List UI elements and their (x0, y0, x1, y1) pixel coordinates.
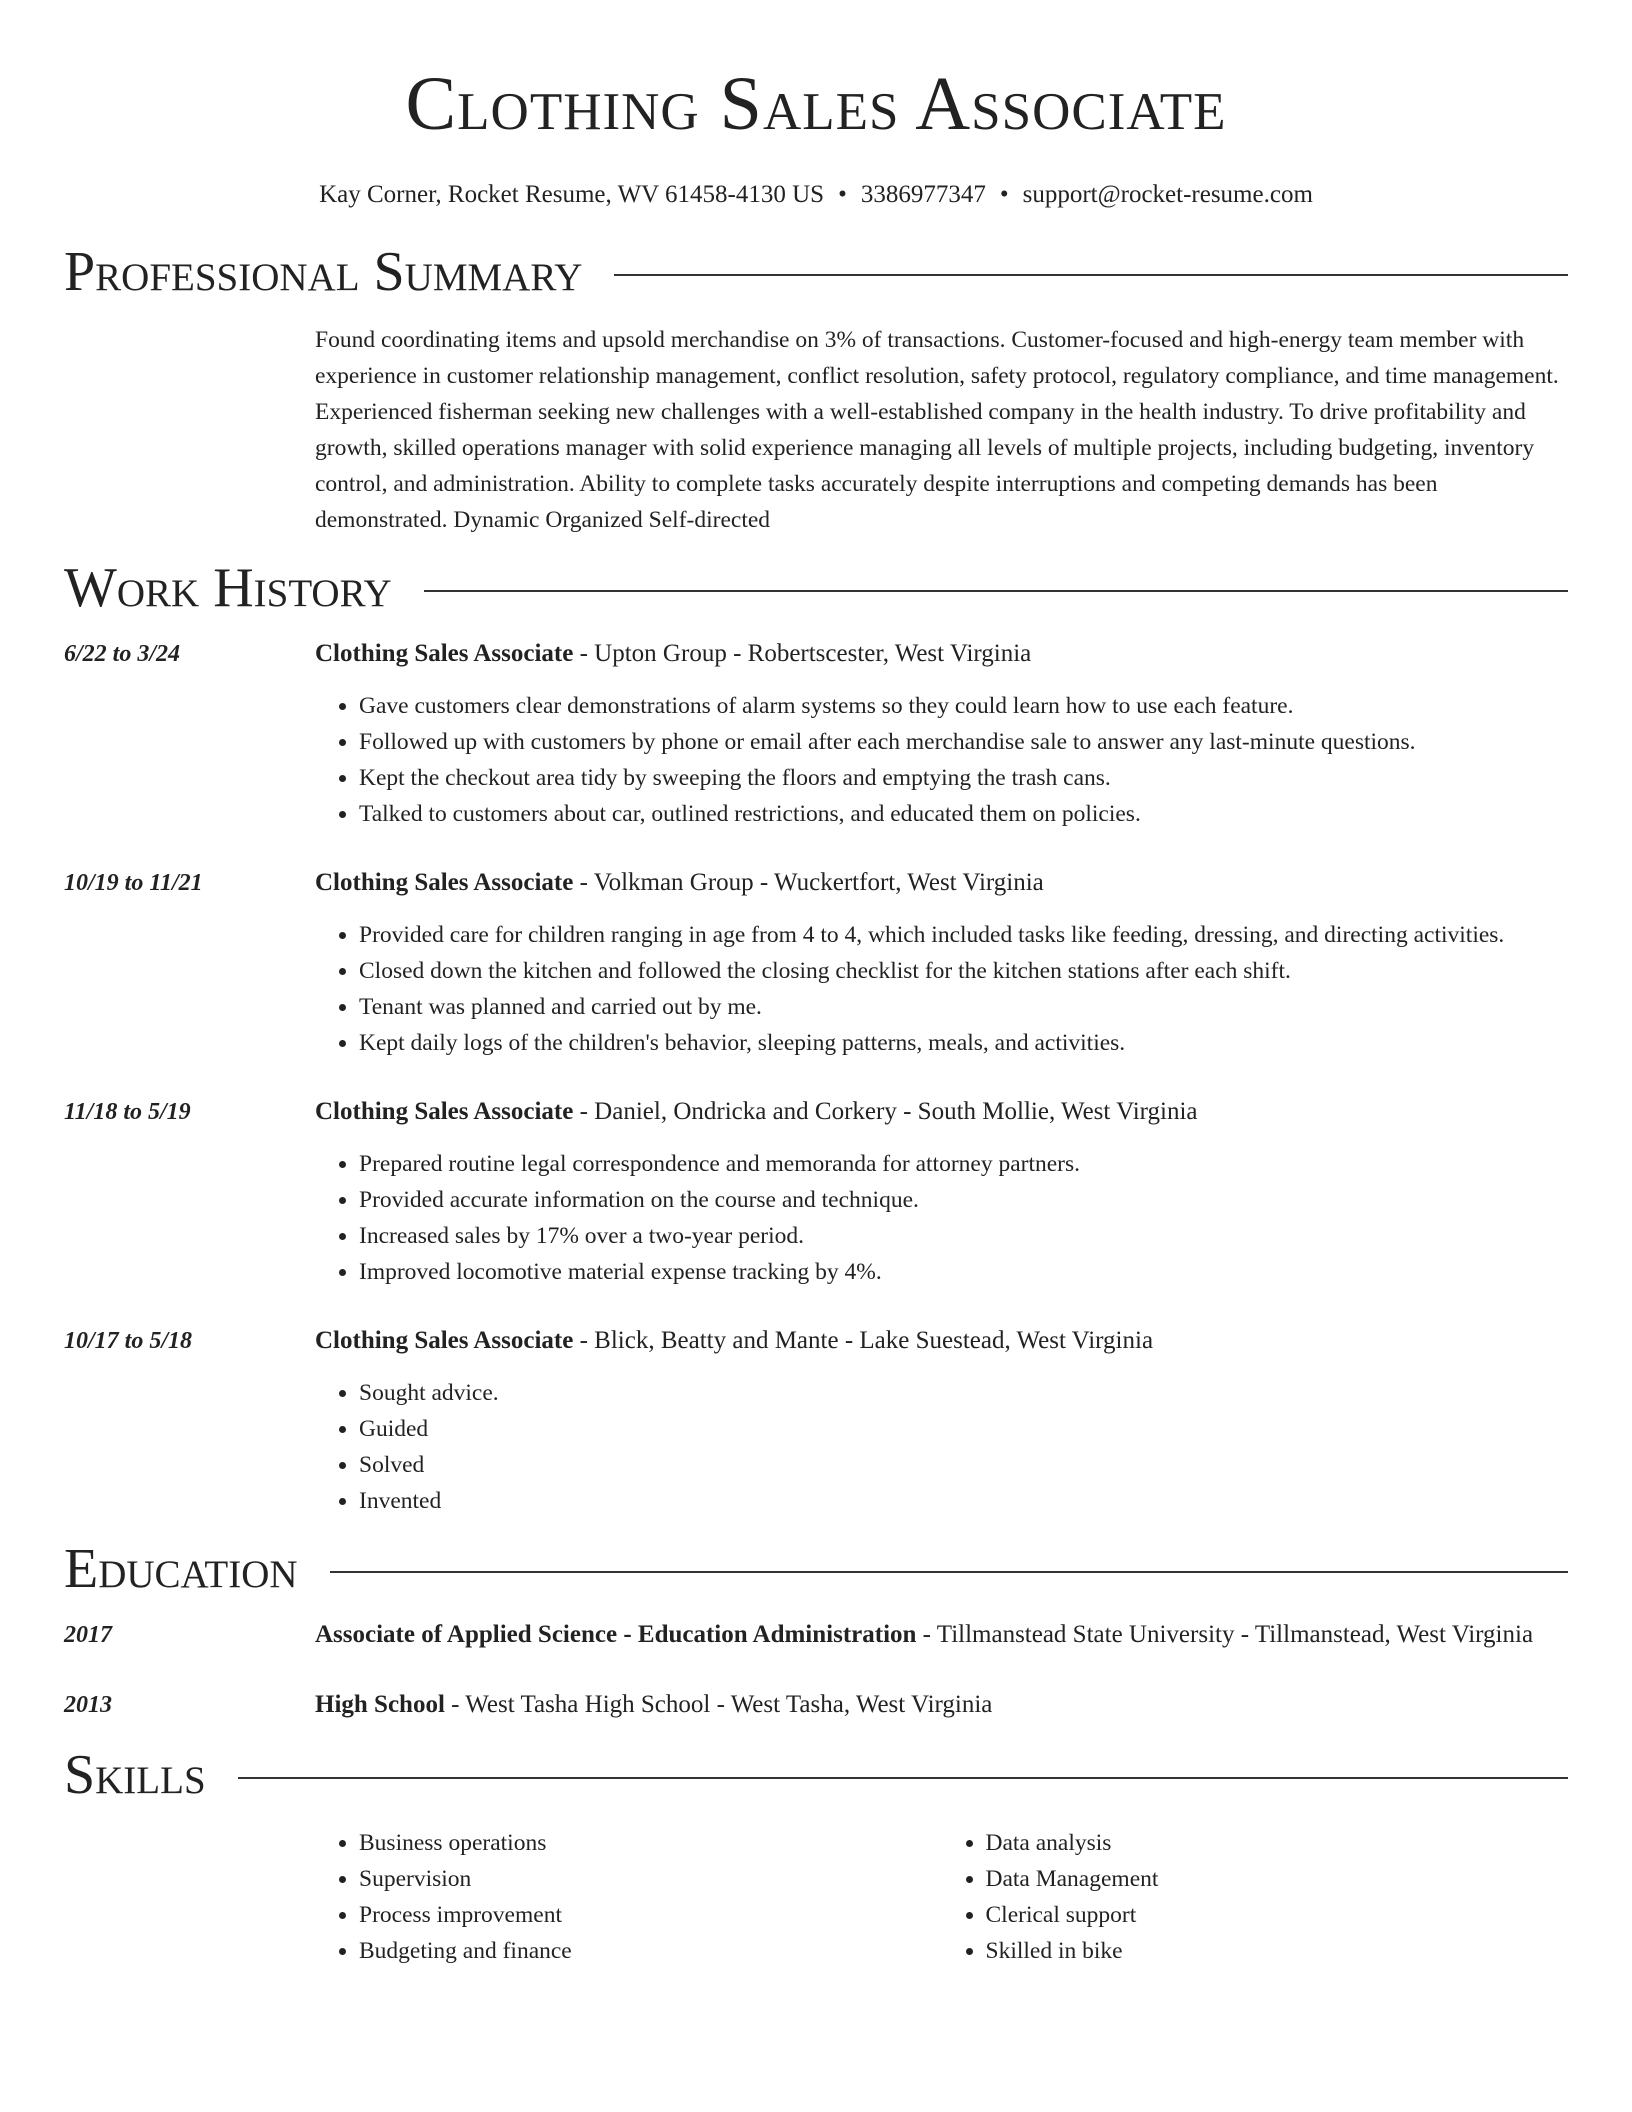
job-headline (315, 1321, 1568, 1361)
skill-item: • Clerical support (986, 1897, 1569, 1933)
section-divider (330, 1571, 1568, 1573)
section-divider (424, 590, 1568, 592)
job-bullet: • Kept the checkout area tidy by sweeping the floors and emptying the trash cans. (359, 760, 1568, 796)
summary-heading: Professional Summary (64, 241, 583, 303)
job-details: - Daniel, Ondricka and Corkery - South Mollie, West Virginia (573, 1098, 1198, 1125)
work-section-header (64, 556, 1568, 620)
contact-separator: • (999, 181, 1009, 208)
contact-line (64, 180, 1568, 210)
contact-email: support@rocket-resume.com (1022, 181, 1313, 208)
job-headline (315, 634, 1568, 674)
job-body (315, 634, 1568, 832)
section-divider (238, 1777, 1568, 1779)
job-bullet: • Invented (359, 1483, 1568, 1519)
job-bullets (315, 688, 1568, 832)
skill-item: • Data analysis (986, 1825, 1569, 1861)
job-bullets (315, 917, 1568, 1061)
job-entry (64, 1321, 1568, 1519)
job-dates: 10/19 to 11/21 (64, 870, 203, 896)
job-bullet: • Increased sales by 17% over a two-year period. (359, 1218, 1568, 1254)
education-entry (64, 1685, 1568, 1725)
job-dates: 6/22 to 3/24 (64, 641, 181, 667)
job-details: - Upton Group - Robertscester, West Virginia (573, 640, 1032, 667)
education-degree: High School (315, 1691, 445, 1718)
job-dates: 11/18 to 5/19 (64, 1099, 191, 1125)
job-bullet: • Gave customers clear demonstrations of alarm systems so they could learn how to use each feature. (359, 688, 1568, 724)
skills-column-right (942, 1825, 1569, 1969)
skill-item: • Supervision (359, 1861, 942, 1897)
skills-column-left (315, 1825, 942, 1969)
job-entry (64, 634, 1568, 832)
job-bullet: • Closed down the kitchen and followed the closing checklist for the kitchen stations after each shift. (359, 953, 1568, 989)
skill-item: • Process improvement (359, 1897, 942, 1933)
job-title: Clothing Sales Associate (315, 869, 574, 896)
job-title: Clothing Sales Associate (315, 1098, 574, 1125)
job-body (315, 863, 1568, 1061)
education-entry (64, 1615, 1568, 1655)
job-bullet: • Sought advice. (359, 1375, 1568, 1411)
job-details: - Volkman Group - Wuckertfort, West Virginia (573, 869, 1044, 896)
job-bullet: • Provided care for children ranging in age from 4 to 4, which included tasks like feeding, dressing, and directing activities. (359, 917, 1568, 953)
education-details: - Tillmanstead State University - Tillmanstead, West Virginia (916, 1621, 1534, 1648)
job-details: - Blick, Beatty and Mante - Lake Suestead, West Virginia (573, 1327, 1154, 1354)
education-heading: Education (64, 1538, 298, 1600)
skill-item: • Data Management (986, 1861, 1569, 1897)
skill-item: • Budgeting and finance (359, 1933, 942, 1969)
skills-section-header (64, 1743, 1568, 1807)
job-dates: 10/17 to 5/18 (64, 1328, 193, 1354)
job-title: Clothing Sales Associate (315, 640, 574, 667)
job-bullet: • Improved locomotive material expense tracking by 4%. (359, 1254, 1568, 1290)
education-headline (315, 1685, 1568, 1725)
job-bullet: • Kept daily logs of the children's behavior, sleeping patterns, meals, and activities. (359, 1025, 1568, 1061)
summary-section-header (64, 240, 1568, 304)
job-body (315, 1321, 1568, 1519)
education-degree: Associate of Applied Science - Education Administration (315, 1621, 917, 1648)
skills-heading: Skills (64, 1744, 206, 1806)
work-heading: Work History (64, 557, 392, 619)
summary-text: Found coordinating items and upsold merchandise on 3% of transactions. Customer-focused and high-energy team member with experience in customer relationship management, conflict resolution, safety protocol, regulatory compliance, and time management. Experienced fisherman seeking new challenges with a well-established company in the health industry. To drive profitability and growth, skilled operations manager with solid experience managing all levels of multiple projects, including budgeting, inventory control, and administration. Ability to complete tasks accurately despite interruptions and competing demands has been demonstrated. Dynamic Organized Self-directed (315, 327, 1559, 533)
job-headline (315, 863, 1568, 903)
job-bullet: • Guided (359, 1411, 1568, 1447)
job-bullet: • Solved (359, 1447, 1568, 1483)
skill-item: • Skilled in bike (986, 1933, 1569, 1969)
contact-separator: • (838, 181, 847, 208)
education-details: - West Tasha High School - West Tasha, West Virginia (444, 1691, 993, 1718)
job-bullets (315, 1146, 1568, 1290)
job-bullets (315, 1375, 1568, 1519)
job-bullet: • Prepared routine legal correspondence and memoranda for attorney partners. (359, 1146, 1568, 1182)
resume-name: Clothing Sales Associate (405, 62, 1227, 146)
skill-item: • Business operations (359, 1825, 942, 1861)
job-bullet: • Provided accurate information on the course and technique. (359, 1182, 1568, 1218)
contact-phone: 3386977347 (860, 181, 986, 208)
education-headline (315, 1615, 1568, 1655)
education-year: 2013 (64, 1692, 112, 1718)
education-year: 2017 (64, 1622, 112, 1648)
job-title: Clothing Sales Associate (315, 1327, 574, 1354)
education-body (315, 1685, 1568, 1725)
job-entry (64, 1092, 1568, 1290)
job-entry (64, 863, 1568, 1061)
education-body (315, 1615, 1568, 1655)
section-divider (614, 274, 1568, 276)
job-bullet: • Talked to customers about car, outlined restrictions, and educated them on policies. (359, 796, 1568, 832)
job-headline (315, 1092, 1568, 1132)
job-bullet: • Tenant was planned and carried out by me. (359, 989, 1568, 1025)
job-body (315, 1092, 1568, 1290)
education-section-header (64, 1537, 1568, 1601)
job-bullet: • Followed up with customers by phone or email after each merchandise sale to answer any last-minute questions. (359, 724, 1568, 760)
skills-list (315, 1825, 1568, 1969)
contact-address: Kay Corner, Rocket Resume, WV 61458-4130 US (319, 181, 825, 208)
